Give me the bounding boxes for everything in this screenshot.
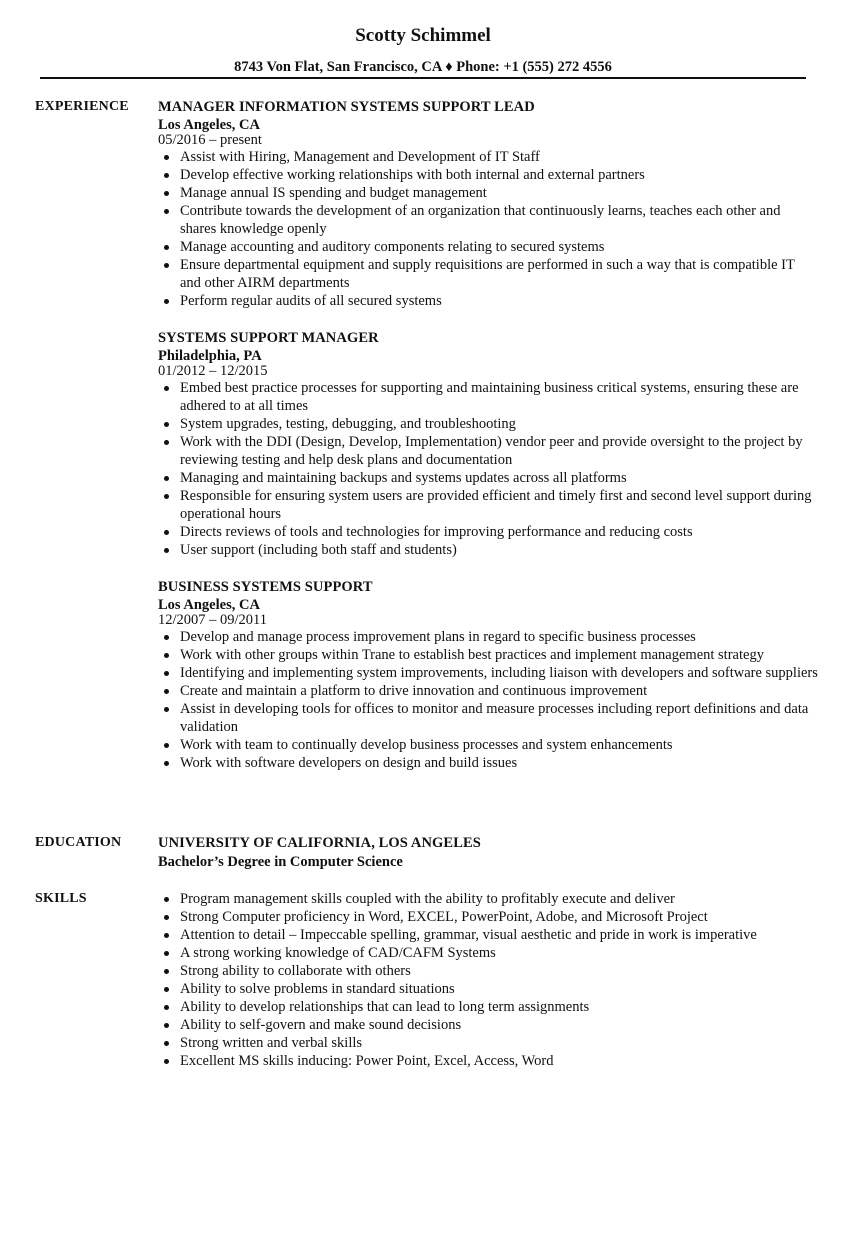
bullet-item xyxy=(158,256,818,292)
bullet-icon xyxy=(164,1023,169,1028)
skill-item xyxy=(158,980,818,998)
bullet-text: Identifying and implementing system improvements, including liaison with developers and software suppliers xyxy=(180,665,818,681)
bullet-icon xyxy=(164,933,169,938)
bullet-icon xyxy=(164,761,169,766)
job-entry xyxy=(158,578,818,772)
skill-text: Strong ability to collaborate with others xyxy=(180,963,411,979)
bullet-icon xyxy=(164,987,169,992)
skill-item xyxy=(158,1052,818,1070)
bullet-item xyxy=(158,541,818,559)
bullet-item xyxy=(158,664,818,682)
bullet-text: Manage accounting and auditory components relating to secured systems xyxy=(180,239,605,255)
bullet-text: Create and maintain a platform to drive innovation and continuous improvement xyxy=(180,683,648,699)
bullet-text: Develop and manage process improvement plans in regard to specific business processes xyxy=(180,629,696,645)
bullet-item xyxy=(158,682,818,700)
bullet-item xyxy=(158,202,818,238)
bullet-item xyxy=(158,628,818,646)
section-label-education: EDUCATION xyxy=(35,835,122,850)
bullet-text: Work with the DDI (Design, Develop, Implementation) vendor peer and provide oversight to the project by reviewing testing and help desk plans and documentation xyxy=(180,434,803,468)
bullet-text: User support (including both staff and students) xyxy=(180,542,457,558)
bullet-item xyxy=(158,379,818,415)
candidate-name: Scotty Schimmel xyxy=(355,25,491,46)
bullet-icon xyxy=(164,548,169,553)
bullet-icon xyxy=(164,440,169,445)
bullet-icon xyxy=(164,969,169,974)
bullet-icon xyxy=(164,494,169,499)
skills-list xyxy=(158,890,818,1070)
bullet-text: Ensure departmental equipment and supply requisitions are performed in such a way that is compatible IT and other AIRM departments xyxy=(180,257,795,291)
degree-name: Bachelor’s Degree in Computer Science xyxy=(158,854,403,870)
job-bullets xyxy=(158,628,818,772)
skills-list-container xyxy=(158,890,818,1070)
job-dates: 05/2016 – present xyxy=(158,132,262,148)
bullet-icon xyxy=(164,155,169,160)
bullet-icon xyxy=(164,245,169,250)
skill-item xyxy=(158,890,818,908)
bullet-icon xyxy=(164,1005,169,1010)
bullet-icon xyxy=(164,671,169,676)
bullet-icon xyxy=(164,1041,169,1046)
bullet-icon xyxy=(164,530,169,535)
bullet-text: Work with software developers on design and build issues xyxy=(180,755,518,771)
bullet-item xyxy=(158,184,818,202)
skill-text: Ability to self-govern and make sound decisions xyxy=(180,1017,462,1033)
skill-text: Program management skills coupled with the ability to profitably execute and deliver xyxy=(180,891,675,907)
skill-text: A strong working knowledge of CAD/CAFM Systems xyxy=(180,945,496,961)
skill-text: Ability to solve problems in standard situations xyxy=(180,981,455,997)
experience-list xyxy=(158,98,818,791)
job-location: Los Angeles, CA xyxy=(158,117,260,133)
bullet-item xyxy=(158,736,818,754)
bullet-icon xyxy=(164,915,169,920)
bullet-item xyxy=(158,148,818,166)
skill-text: Excellent MS skills inducing: Power Point, Excel, Access, Word xyxy=(180,1053,554,1069)
header-divider xyxy=(40,77,806,79)
bullet-icon xyxy=(164,191,169,196)
job-title: SYSTEMS SUPPORT MANAGER xyxy=(158,330,379,346)
bullet-text: Work with team to continually develop business processes and system enhancements xyxy=(180,737,673,753)
bullet-icon xyxy=(164,422,169,427)
bullet-text: Embed best practice processes for supporting and maintaining business critical systems, ensuring these are adhered to at all times xyxy=(180,380,799,414)
education-entry xyxy=(158,834,818,872)
bullet-text: Work with other groups within Trane to establish best practices and implement management strategy xyxy=(180,647,764,663)
bullet-text: Develop effective working relationships with both internal and external partners xyxy=(180,167,645,183)
job-title: BUSINESS SYSTEMS SUPPORT xyxy=(158,579,373,595)
contact-line: 8743 Von Flat, San Francisco, CA ♦ Phone: +1 (555) 272 4556 xyxy=(234,59,612,75)
skill-text: Attention to detail – Impeccable spelling, grammar, visual aesthetic and pride in work is imperative xyxy=(180,927,757,943)
bullet-icon xyxy=(164,689,169,694)
bullet-icon xyxy=(164,386,169,391)
bullet-text: Manage annual IS spending and budget management xyxy=(180,185,487,201)
bullet-item xyxy=(158,469,818,487)
bullet-item xyxy=(158,415,818,433)
bullet-text: System upgrades, testing, debugging, and troubleshooting xyxy=(180,416,516,432)
bullet-icon xyxy=(164,707,169,712)
bullet-item xyxy=(158,646,818,664)
bullet-icon xyxy=(164,951,169,956)
job-bullets xyxy=(158,148,818,310)
bullet-icon xyxy=(164,209,169,214)
bullet-icon xyxy=(164,476,169,481)
bullet-item xyxy=(158,754,818,772)
job-location: Philadelphia, PA xyxy=(158,348,262,364)
skill-item xyxy=(158,998,818,1016)
bullet-icon xyxy=(164,635,169,640)
job-title: MANAGER INFORMATION SYSTEMS SUPPORT LEAD xyxy=(158,99,535,115)
skill-text: Ability to develop relationships that can lead to long term assignments xyxy=(180,999,590,1015)
bullet-text: Assist with Hiring, Management and Development of IT Staff xyxy=(180,149,540,165)
job-dates: 01/2012 – 12/2015 xyxy=(158,363,268,379)
bullet-icon xyxy=(164,263,169,268)
bullet-icon xyxy=(164,897,169,902)
bullet-text: Directs reviews of tools and technologies for improving performance and reducing costs xyxy=(180,524,693,540)
skill-item xyxy=(158,926,818,944)
job-bullets xyxy=(158,379,818,559)
job-entry xyxy=(158,98,818,310)
bullet-icon xyxy=(164,653,169,658)
bullet-icon xyxy=(164,1059,169,1064)
job-entry xyxy=(158,329,818,559)
bullet-text: Responsible for ensuring system users are provided efficient and timely first and second level support during operational hours xyxy=(180,488,812,522)
job-dates: 12/2007 – 09/2011 xyxy=(158,612,268,628)
bullet-text: Managing and maintaining backups and systems updates across all platforms xyxy=(180,470,627,486)
skill-item xyxy=(158,962,818,980)
bullet-icon xyxy=(164,743,169,748)
section-label-skills: SKILLS xyxy=(35,891,87,906)
bullet-text: Assist in developing tools for offices to monitor and measure processes including report definitions and data validation xyxy=(180,701,809,735)
bullet-item xyxy=(158,523,818,541)
bullet-item xyxy=(158,238,818,256)
section-label-experience: EXPERIENCE xyxy=(35,99,129,114)
bullet-item xyxy=(158,700,818,736)
skill-item xyxy=(158,908,818,926)
skill-item xyxy=(158,1016,818,1034)
bullet-text: Contribute towards the development of an organization that continuously learns, teaches each other and shares knowledge openly xyxy=(180,203,781,237)
bullet-text: Perform regular audits of all secured systems xyxy=(180,293,442,309)
skill-text: Strong written and verbal skills xyxy=(180,1035,363,1051)
bullet-icon xyxy=(164,173,169,178)
bullet-item xyxy=(158,166,818,184)
school-name: UNIVERSITY OF CALIFORNIA, LOS ANGELES xyxy=(158,835,481,851)
bullet-icon xyxy=(164,299,169,304)
skill-item xyxy=(158,1034,818,1052)
bullet-item xyxy=(158,292,818,310)
skill-item xyxy=(158,944,818,962)
skill-text: Strong Computer proficiency in Word, EXCEL, PowerPoint, Adobe, and Microsoft Project xyxy=(180,909,708,925)
bullet-item xyxy=(158,433,818,469)
job-location: Los Angeles, CA xyxy=(158,597,260,613)
bullet-item xyxy=(158,487,818,523)
